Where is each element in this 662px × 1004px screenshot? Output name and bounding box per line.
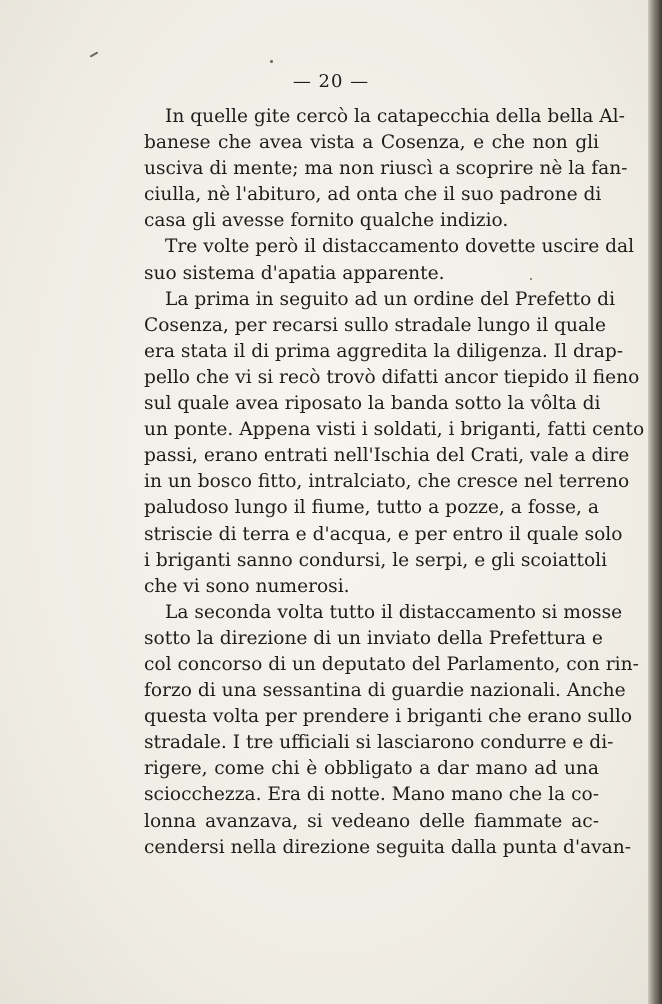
text-line: che vi sono numerosi.	[144, 575, 350, 597]
text-line: un ponte. Appena visti i soldati, i briganti, fatti cento	[144, 419, 645, 441]
text-line: In quelle gite cercò la catapecchia della bella Al-	[165, 106, 625, 127]
text-line: stradale. I tre ufficiali si lasciarono condurre e di-	[144, 732, 614, 754]
text-line: La seconda volta tutto il distaccamento si mosse	[165, 601, 623, 623]
text-line: forzo di una sessantina di guardie nazionali. Anche	[144, 680, 626, 702]
text-line: striscie di terra e d'acqua, e per entro il quale solo	[144, 523, 623, 545]
text-line: banese che avea vista a Cosenza, e che non gli	[144, 132, 599, 154]
page-number: — 20 —	[292, 71, 370, 92]
text-line: sul quale avea riposato la banda sotto la vôlta di	[144, 393, 601, 415]
text-line: Cosenza, per recarsi sullo stradale lungo il quale	[144, 314, 607, 336]
text-line: i briganti sanno condursi, le serpi, e gli scoiattoli	[144, 549, 608, 571]
text-line: col concorso di un deputato del Parlamento, con rin-	[144, 653, 639, 675]
text-line: usciva di mente; ma non riuscì a scoprire nè la fan-	[144, 158, 628, 180]
text-line: era stata il di prima aggredita la diligenza. Il drap-	[144, 340, 624, 362]
text-line: questa volta per prendere i briganti che erano sullo	[144, 706, 633, 728]
book-spine-shadow	[648, 0, 662, 1004]
text-line: pello che vi si recò trovò difatti ancor tiepido il fieno	[144, 366, 640, 388]
text-line: Tre volte però il distaccamento dovette uscire dal	[165, 236, 635, 258]
text-line: sotto la direzione di un inviato della Prefettura e	[144, 627, 603, 649]
paper-speck	[90, 51, 99, 57]
paper-speck	[270, 60, 273, 63]
text-line: sciocchezza. Era di notte. Mano mano che la co-	[144, 784, 599, 806]
text-line: suo sistema d'apatia apparente.	[144, 262, 445, 284]
text-line: La prima in seguito ad un ordine del Prefetto di	[165, 288, 616, 310]
body-text	[144, 104, 645, 861]
text-line: in un bosco fitto, intralciato, che cresce nel terreno	[144, 471, 630, 493]
text-line: paludoso lungo il fiume, tutto a pozze, a fosse, a	[144, 497, 599, 519]
text-line: rigere, come chi è obbligato a dar mano ad una	[144, 758, 599, 780]
text-line: cendersi nella direzione seguita dalla punta d'avan-	[144, 836, 632, 858]
text-line: passi, erano entrati nell'Ischia del Crati, vale a dire	[144, 445, 630, 467]
text-line: ciulla, nè l'abituro, ad onta che il suo padrone di	[144, 184, 602, 206]
text-line: lonna avanzava, si vedeano delle fiammate ac-	[144, 810, 599, 832]
text-line: casa gli avesse fornito qualche indizio.	[144, 210, 509, 232]
